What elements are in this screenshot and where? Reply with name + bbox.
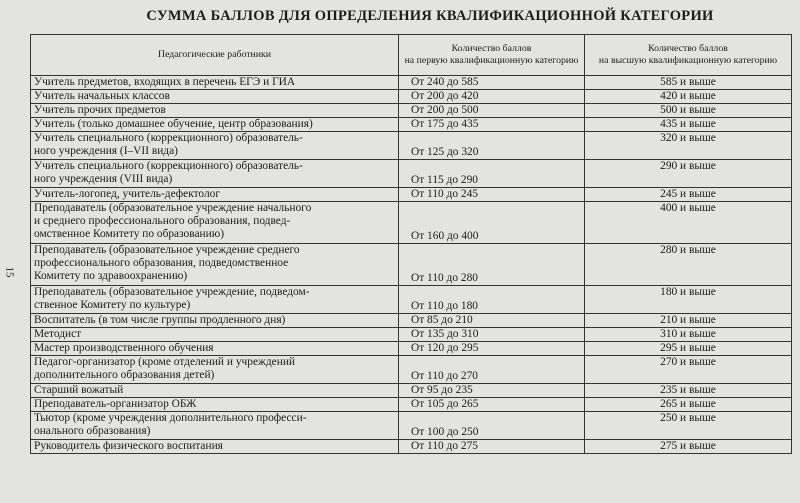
cell-first-category: От 95 до 235: [399, 384, 585, 398]
table-row: [31, 356, 792, 384]
cell-highest-category: 180 и выше: [585, 286, 792, 314]
table-row: [31, 328, 792, 342]
table-row: [31, 244, 792, 286]
cell-first-category: От 200 до 420: [399, 90, 585, 104]
table-row: [31, 118, 792, 132]
cell-role: Учитель предметов, входящих в перечень ЕГЭ и ГИА: [31, 76, 399, 90]
cell-first-category: От 110 до 245: [399, 188, 585, 202]
cell-role: Старший вожатый: [31, 384, 399, 398]
cell-first-category: От 175 до 435: [399, 118, 585, 132]
header-role: Педагогические работники: [31, 35, 399, 76]
header-highest-category: Количество баллов на высшую квалификационную категорию: [585, 35, 792, 76]
table-row: [31, 440, 792, 454]
page-title: СУММА БАЛЛОВ ДЛЯ ОПРЕДЕЛЕНИЯ КВАЛИФИКАЦИОННОЙ КАТЕГОРИИ: [146, 8, 714, 24]
cell-role: Воспитатель (в том числе группы продленного дня): [31, 314, 399, 328]
cell-highest-category: 210 и выше: [585, 314, 792, 328]
table-row: [31, 132, 792, 160]
cell-role: Преподаватель (образовательное учреждение начального и среднего профессионального образования, подвед- омственное Комитету по образованию): [31, 202, 399, 244]
cell-highest-category: 500 и выше: [585, 104, 792, 118]
cell-highest-category: 320 и выше: [585, 132, 792, 160]
cell-role: Преподаватель (образовательное учреждение, подведом- ственное Комитету по культуре): [31, 286, 399, 314]
cell-highest-category: 585 и выше: [585, 76, 792, 90]
cell-role: Преподаватель-организатор ОБЖ: [31, 398, 399, 412]
cell-first-category: От 110 до 275: [399, 440, 585, 454]
cell-first-category: От 110 до 180: [399, 286, 585, 314]
cell-highest-category: 295 и выше: [585, 342, 792, 356]
table-row: [31, 398, 792, 412]
cell-first-category: От 105 до 265: [399, 398, 585, 412]
cell-first-category: От 125 до 320: [399, 132, 585, 160]
cell-highest-category: 420 и выше: [585, 90, 792, 104]
cell-first-category: От 200 до 500: [399, 104, 585, 118]
cell-first-category: От 120 до 295: [399, 342, 585, 356]
score-table: [30, 34, 792, 454]
table-row: [31, 384, 792, 398]
cell-highest-category: 290 и выше: [585, 160, 792, 188]
cell-first-category: От 110 до 280: [399, 244, 585, 286]
cell-role: Учитель прочих предметов: [31, 104, 399, 118]
table-row: [31, 342, 792, 356]
table-header-row: [31, 35, 792, 76]
cell-first-category: От 160 до 400: [399, 202, 585, 244]
cell-highest-category: 310 и выше: [585, 328, 792, 342]
cell-role: Мастер производственного обучения: [31, 342, 399, 356]
cell-role: Методист: [31, 328, 399, 342]
table-row: [31, 202, 792, 244]
page-number: 15: [3, 266, 16, 278]
cell-highest-category: 245 и выше: [585, 188, 792, 202]
cell-role: Преподаватель (образовательное учреждение среднего профессионального образования, подведомственное Комитету по здравоохранению): [31, 244, 399, 286]
cell-first-category: От 240 до 585: [399, 76, 585, 90]
cell-highest-category: 275 и выше: [585, 440, 792, 454]
table-row: [31, 76, 792, 90]
cell-role: Учитель специального (коррекционного) образователь- ного учреждения (VIII вида): [31, 160, 399, 188]
cell-highest-category: 250 и выше: [585, 412, 792, 440]
cell-role: Учитель начальных классов: [31, 90, 399, 104]
cell-highest-category: 265 и выше: [585, 398, 792, 412]
cell-first-category: От 115 до 290: [399, 160, 585, 188]
cell-first-category: От 135 до 310: [399, 328, 585, 342]
table-row: [31, 314, 792, 328]
cell-first-category: От 100 до 250: [399, 412, 585, 440]
cell-highest-category: 270 и выше: [585, 356, 792, 384]
cell-highest-category: 435 и выше: [585, 118, 792, 132]
cell-highest-category: 235 и выше: [585, 384, 792, 398]
table-row: [31, 90, 792, 104]
table-row: [31, 188, 792, 202]
cell-role: Учитель специального (коррекционного) образователь- ного учреждения (I–VII вида): [31, 132, 399, 160]
table-row: [31, 412, 792, 440]
header-first-category: Количество баллов на первую квалификационную категорию: [399, 35, 585, 76]
table-row: [31, 160, 792, 188]
table-row: [31, 286, 792, 314]
cell-highest-category: 400 и выше: [585, 202, 792, 244]
cell-first-category: От 110 до 270: [399, 356, 585, 384]
cell-role: Педагог-организатор (кроме отделений и учреждений дополнительного образования детей): [31, 356, 399, 384]
cell-role: Учитель-логопед, учитель-дефектолог: [31, 188, 399, 202]
cell-highest-category: 280 и выше: [585, 244, 792, 286]
cell-role: Учитель (только домашнее обучение, центр образования): [31, 118, 399, 132]
cell-role: Тьютор (кроме учреждения дополнительного професси- онального образования): [31, 412, 399, 440]
cell-first-category: От 85 до 210: [399, 314, 585, 328]
table-row: [31, 104, 792, 118]
cell-role: Руководитель физического воспитания: [31, 440, 399, 454]
